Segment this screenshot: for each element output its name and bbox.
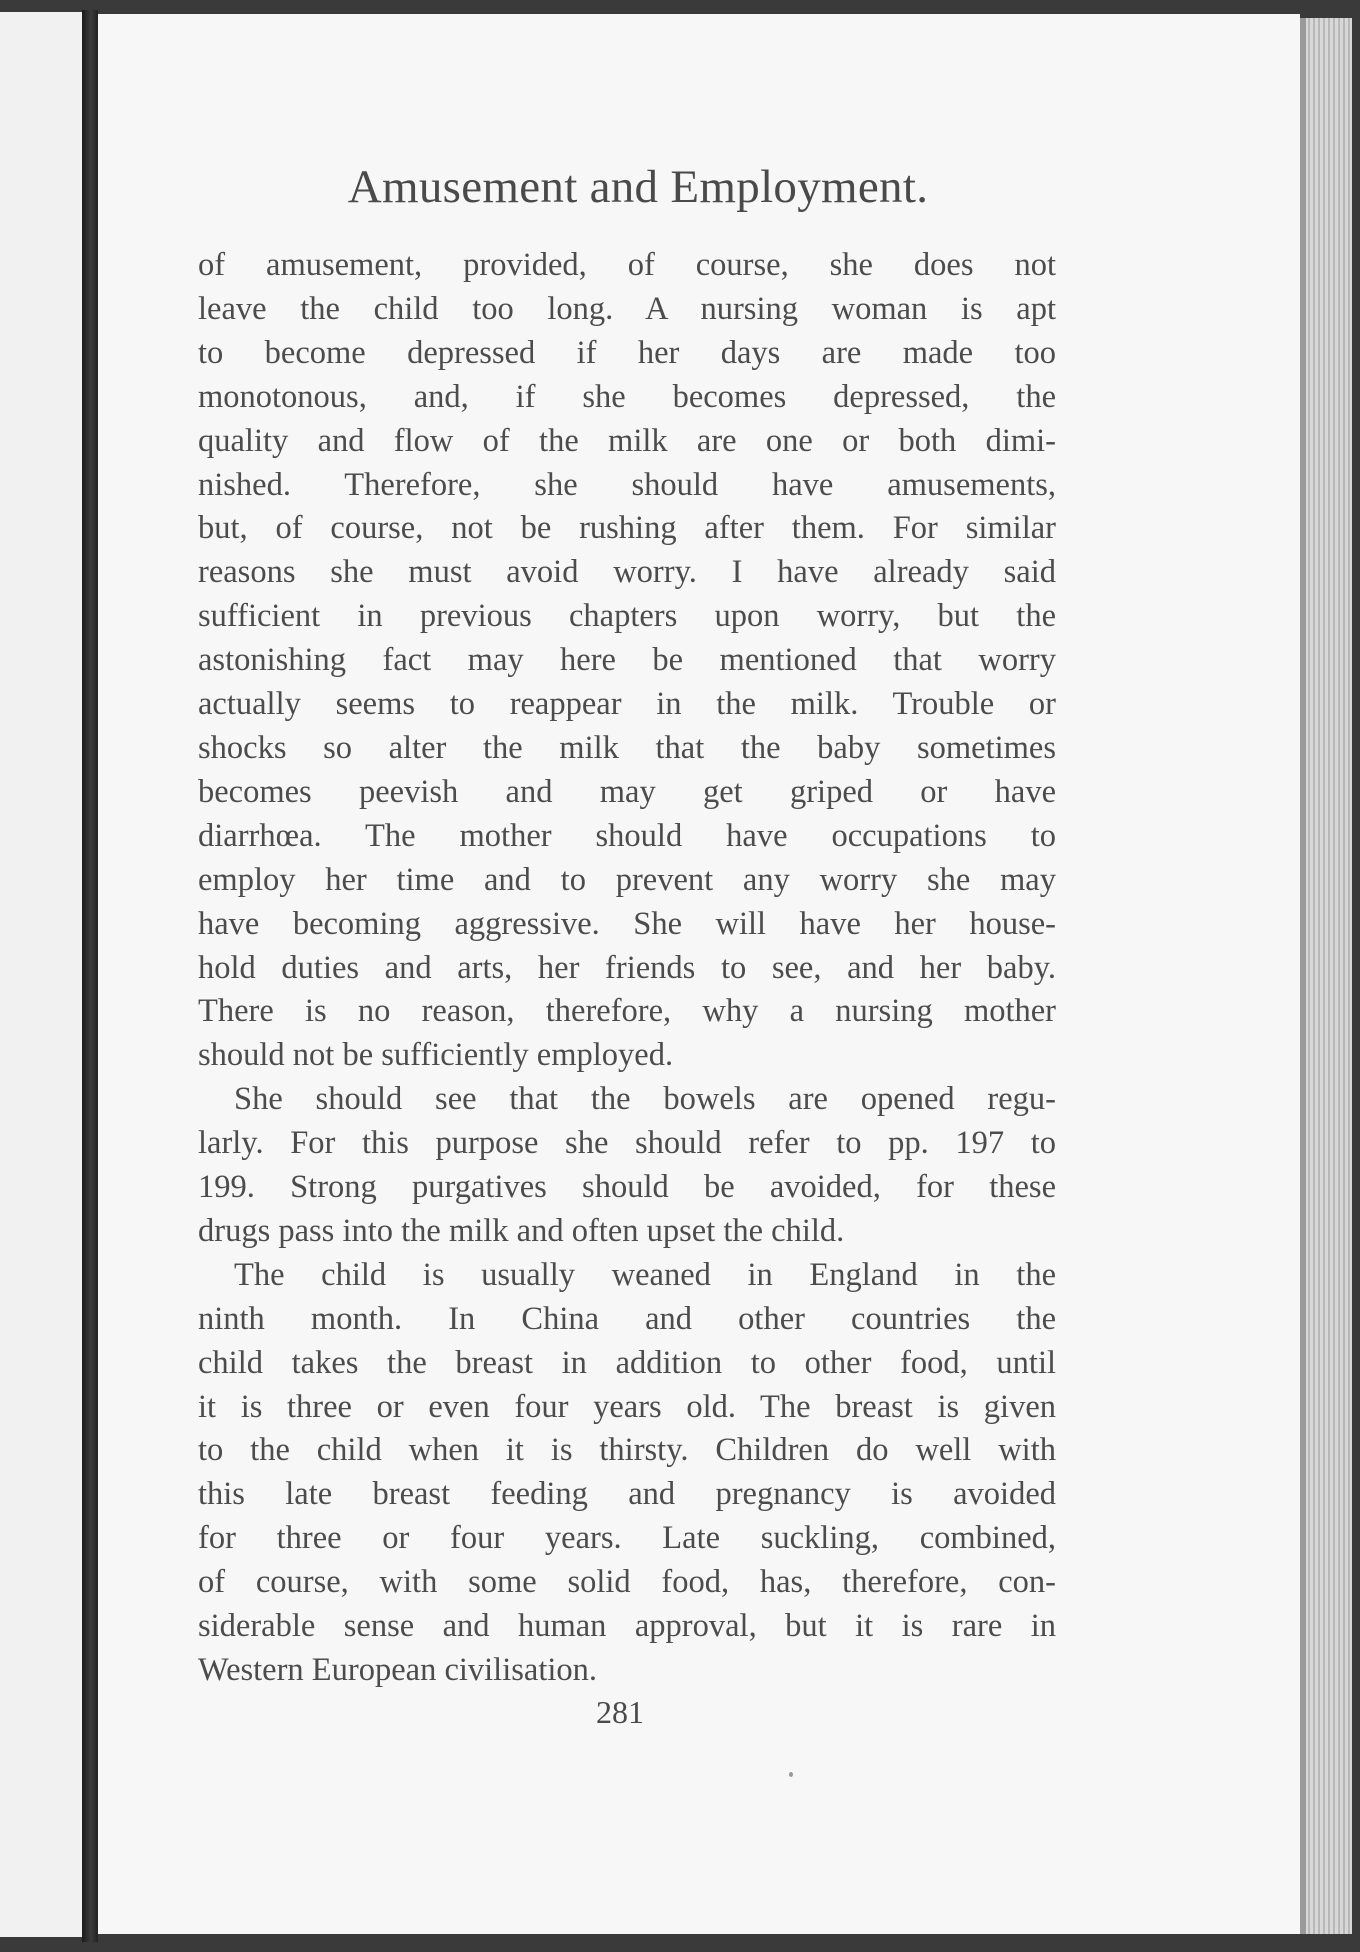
facing-page-edge — [0, 12, 82, 1937]
running-head: Amusement and Employment. — [347, 161, 929, 213]
text-line: to the child when it is thirsty. Children do well with — [198, 1432, 1056, 1469]
text-line: drugs pass into the milk and often upset the child. — [198, 1212, 845, 1249]
page-edges — [1300, 18, 1352, 1934]
text-line: of amusement, provided, of course, she does not — [198, 247, 1056, 283]
text-line: this late breast feeding and pregnancy is avoided — [198, 1476, 1056, 1513]
text-line: 199. Strong purgatives should be avoided, for these — [198, 1169, 1056, 1206]
book-gutter — [82, 10, 98, 1942]
text-line: astonishing fact may here be mentioned that worry — [198, 642, 1056, 679]
text-line: of course, with some solid food, has, therefore, con- — [198, 1564, 1056, 1601]
text-line: larly. For this purpose she should refer to pp. 197 to — [198, 1125, 1056, 1162]
body-text — [198, 244, 1056, 1693]
text-line: employ her time and to prevent any worry she may — [198, 861, 1056, 898]
text-line: diarrhœa. The mother should have occupations to — [198, 817, 1056, 854]
text-line: siderable sense and human approval, but it is rare in — [198, 1608, 1056, 1645]
text-line: child takes the breast in addition to other food, until — [198, 1344, 1056, 1381]
text-line: quality and flow of the milk are one or both dimi- — [198, 422, 1056, 459]
text-line: Western European civilisation. — [198, 1652, 597, 1688]
page-number: 281 — [596, 1694, 644, 1730]
text-line: shocks so alter the milk that the baby sometimes — [198, 729, 1056, 766]
paper-speck — [789, 1772, 793, 1777]
text-line: actually seems to reappear in the milk. Trouble or — [198, 686, 1056, 723]
text-line: for three or four years. Late suckling, combined, — [198, 1520, 1056, 1557]
text-line: to become depressed if her days are made too — [198, 334, 1056, 371]
text-line: hold duties and arts, her friends to see, and her baby. — [198, 949, 1056, 986]
text-line: There is no reason, therefore, why a nursing mother — [198, 993, 1056, 1030]
text-line: sufficient in previous chapters upon worry, but the — [198, 598, 1056, 635]
text-line: leave the child too long. A nursing woman is apt — [198, 290, 1056, 327]
text-line: monotonous, and, if she becomes depressed, the — [198, 378, 1056, 415]
text-line: should not be sufficiently employed. — [198, 1037, 674, 1074]
text-line: reasons she must avoid worry. I have already said — [198, 554, 1056, 591]
text-line: She should see that the bowels are opened regu- — [234, 1081, 1056, 1118]
text-line: The child is usually weaned in England in the — [234, 1256, 1056, 1293]
text-line: becomes peevish and may get griped or have — [198, 773, 1056, 810]
text-line: nished. Therefore, she should have amusements, — [198, 466, 1056, 503]
text-line: have becoming aggressive. She will have her house- — [198, 905, 1056, 942]
text-line: ninth month. In China and other countries the — [198, 1300, 1056, 1337]
text-line: it is three or even four years old. The breast is given — [198, 1388, 1056, 1425]
text-line: but, of course, not be rushing after them. For similar — [198, 510, 1056, 547]
